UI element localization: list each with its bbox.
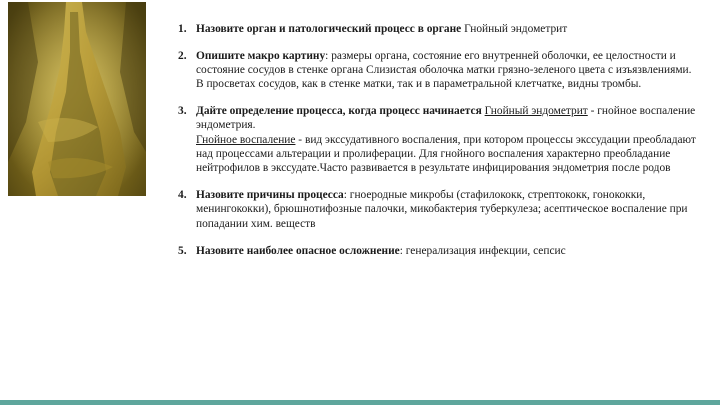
question-label: Назовите орган и патологический процесс в органе (196, 23, 462, 35)
term-purulent-endometritis: Гнойный эндометрит (484, 105, 588, 118)
question-answer: генерализация инфекции, сепсис (402, 244, 566, 257)
question-2 (178, 49, 698, 92)
specimen-photo (8, 2, 146, 196)
term-purulent-inflammation: Гнойное воспаление (196, 133, 296, 146)
question-3 (178, 104, 698, 175)
question-4 (178, 188, 698, 231)
question-label: Дайте определение процесса, когда процесс начинается (196, 105, 482, 118)
question-answer: размеры органа, состояние его внутренней оболочки, ее целостности и состояние сосудов в стенке органа Слизистая оболочка матки грязно-зеленого цвета с изъязвлениями. В просветах сосудов, как в стенке матки, так и в параметральной клетчатке, видны тромбы. (196, 49, 692, 91)
definition-inflammation: - вид экссудативного воспаления, при котором процессы экссудации преобладают над процессами альтерации и пролиферации. Для гнойного воспаления характерно преобладание нейтрофилов в экссудате.Часто развивается в результате инфицирования эндометрия после родов (196, 133, 696, 175)
question-colon: : (399, 244, 403, 257)
question-label: Назовите наиболее опасное осложнение (196, 244, 400, 257)
question-answer: Гнойный эндометрит (464, 23, 568, 35)
question-number: 3. (178, 105, 187, 118)
question-5 (178, 244, 698, 258)
question-colon: : (343, 189, 347, 202)
question-number: 2. (178, 49, 187, 62)
question-answer: гноеродные микробы (стафилококк, стрептококк, гонококки, менингококки), брюшнотифозные палочки, микобактерия туберкулеза; асептическое воспаление при попадании хим. веществ (196, 189, 688, 230)
question-label: Назовите причины процесса (196, 189, 344, 202)
question-number: 1. (178, 23, 187, 35)
question-label: Опишите макро картину (196, 49, 326, 62)
question-number: 4. (178, 189, 187, 202)
question-list (178, 22, 698, 270)
question-colon: : (325, 49, 329, 62)
definition-endometritis: - гнойное воспаление эндометрия. (196, 105, 696, 132)
question-number: 5. (178, 244, 187, 257)
uterus-specimen-image (8, 2, 146, 196)
question-1 (178, 22, 698, 36)
accent-bar (0, 400, 720, 405)
